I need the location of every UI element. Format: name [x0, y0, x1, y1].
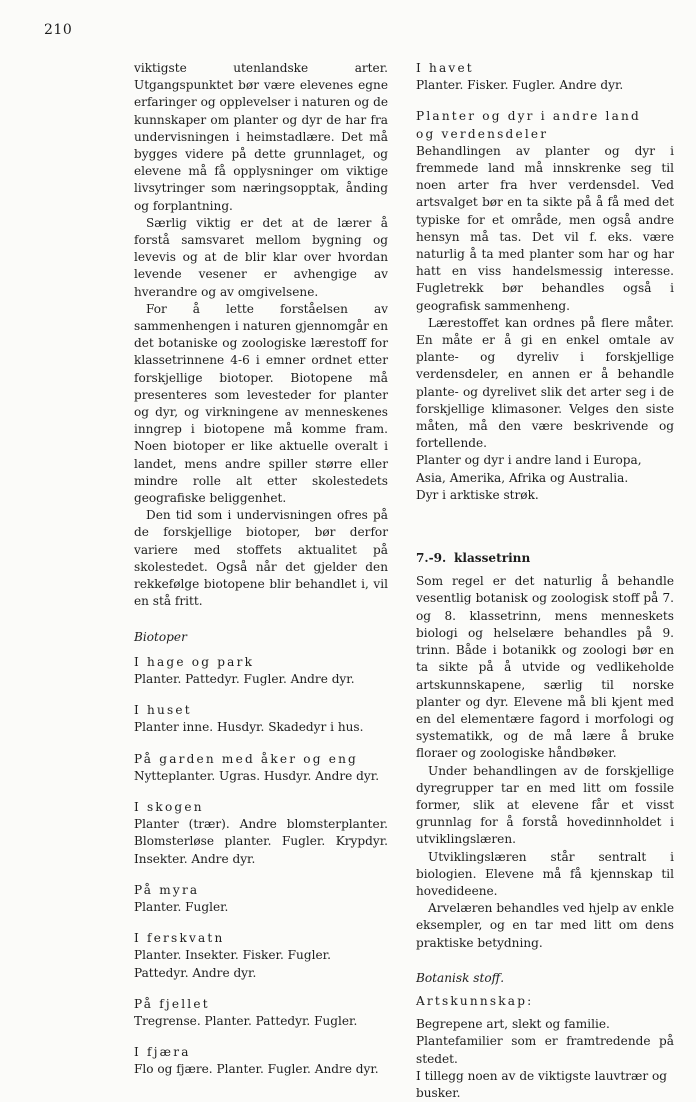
biotope-text: Planter. Insekter. Fisker. Fugler. Pattedyr. Andre dyr. [134, 948, 331, 980]
paragraph: Plantefamilier som er framtredende på stedet. [416, 1034, 674, 1066]
biotope-title: I huset [134, 703, 192, 718]
biotope-entry [134, 654, 388, 688]
biotope-entry [134, 996, 388, 1030]
paragraph: Lærestoffet kan ordnes på flere måter. En måte er å gi en enkel omtale av plante- og dyreliv i forskjellige verdensdeler, en annen er å behandle plante- og dyrelivet slik det arter seg i de forskjellige klimasoner. Velges den siste måten, må den være beskrivende og fortellende. [416, 315, 674, 451]
biotope-entry [134, 930, 388, 982]
paragraph: viktigste utenlandske arter. Utgangspunktet bør være elevenes egne erfaringer og opplevelser i naturen og de kunnskaper om planter og dyr de har fra undervisningen i heimstadlære. Det må bygges videre på dette grunnlaget, og elevene må få opplysninger om viktige livsytringer som næringsopptak, ånding og forplantning. [134, 61, 388, 213]
biotope-text: Planter inne. Husdyr. Skadedyr i hus. [134, 720, 364, 735]
biotope-entry [134, 702, 388, 736]
paragraph: Behandlingen av planter og dyr i fremmede land må innskrenke seg til noen arter fra hver verdensdel. Ved artsvalget bør en ta sikte på å få med det typiske for et område, men også andre hensyn må tas. Det vil f. eks. være naturlig å ta med planter som har og har hatt en viss handelsmessig interesse. Fugletrekk bør behandles også i geografisk sammenheng. [416, 143, 674, 313]
subheading-line: Planter og dyr i andre land [416, 109, 641, 124]
biotoper-heading: Biotoper [134, 629, 187, 644]
subheading-line: og verdensdeler [416, 126, 549, 141]
biotope-text: Flo og fjære. Planter. Fugler. Andre dyr. [134, 1062, 379, 1077]
right-column [416, 60, 674, 1102]
paragraph: Dyr i arktiske strøk. [416, 487, 539, 502]
biotope-title: I skogen [134, 799, 204, 814]
left-column [134, 60, 388, 1079]
paragraph: Planter. Fisker. Fugler. Andre dyr. [416, 78, 624, 93]
biotope-title: I hage og park [134, 654, 255, 669]
section-title: klassetrinn [453, 551, 531, 566]
section-heading [416, 550, 674, 567]
biotope-entry [134, 882, 388, 916]
paragraph: Under behandlingen av de forskjellige dyregrupper tar en med litt om fossile former, slik at elevene får et visst grunnlag for å forstå hovedinnholdet i utviklingslæren. [416, 763, 674, 847]
biotope-text: Planter (trær). Andre blomsterplanter. Blomsterløse planter. Fugler. Krypdyr. Insekter. Andre dyr. [134, 817, 388, 866]
biotope-entry [134, 799, 388, 868]
biotope-title: På fjellet [134, 996, 210, 1011]
paragraph: For å lette forståelsen av sammenhengen i naturen gjennomgår en det botaniske og zoologiske lærestoff for klassetrinnene 4-6 i emner ordnet etter forskjellige biotoper. Biotopene må presenteres som levesteder for planter og dyr, og virkningene av menneskenes inngrep i biotopene må komme fram. Noen biotoper er like aktuelle overalt i landet, mens andre spiller større eller mindre rolle alt etter skolestedets geografiske beliggenhet. [134, 301, 388, 506]
biotope-text: Nytteplanter. Ugras. Husdyr. Andre dyr. [134, 768, 380, 783]
biotope-text: Tregrense. Planter. Pattedyr. Fugler. [134, 1013, 358, 1028]
paragraph: Planter og dyr i andre land i Europa, Asia, Amerika, Afrika og Australia. [416, 453, 642, 485]
biotope-title: På myra [134, 882, 200, 897]
botanisk-heading: Botanisk stoff. [416, 970, 505, 985]
page-number: 210 [44, 22, 73, 38]
biotope-text: Planter. Fugler. [134, 899, 229, 914]
subheading-andre-land [416, 108, 674, 142]
paragraph: Særlig viktig er det at de lærer å forstå samsvaret mellom bygning og levevis og at de blir klar over hvordan levende vesener er avhengige av hverandre og av omgivelsene. [134, 215, 388, 299]
paragraph: Som regel er det naturlig å behandle vesentlig botanisk og zoologisk stoff på 7. og 8. klassetrinn, mens menneskets biologi og helselære behandles på 9. trinn. Både i botanikk og zoologi bør en ta sikte på å utvide og vedlikeholde artskunnskapene, særlig til norske planter og dyr. Elevene må bli kjent med en del elementære fagord i morfologi og systematikk, og de må lære å bruke floraer og zoologiske håndbøker. [416, 574, 674, 761]
paragraph: Begrepene art, slekt og familie. [416, 1017, 610, 1032]
paragraph: I tillegg noen av de viktigste lauvtrær og busker. [416, 1068, 667, 1100]
biotope-title: På garden med åker og eng [134, 751, 358, 766]
section-number: 7.-9. [416, 551, 447, 566]
artskunnskap-heading: Artskunnskap: [416, 993, 534, 1008]
subheading-havet: I havet [416, 61, 474, 75]
biotope-title: I fjæra [134, 1045, 191, 1060]
biotope-entry [134, 1044, 388, 1078]
paragraph: Den tid som i undervisningen ofres på de forskjellige biotoper, bør derfor variere med stoffets aktualitet på skolestedet. Også når det gjelder den rekkefølge biotopene blir behandlet i, vil en stå fritt. [134, 508, 388, 609]
biotope-text: Planter. Pattedyr. Fugler. Andre dyr. [134, 671, 355, 686]
biotope-entry [134, 751, 388, 785]
paragraph: Utviklingslæren står sentralt i biologien. Elevene må få kjennskap til hovedideene. [416, 849, 674, 898]
biotope-title: I ferskvatn [134, 931, 225, 946]
paragraph: Arvelæren behandles ved hjelp av enkle eksempler, og en tar med litt om dens praktiske betydning. [416, 901, 674, 950]
